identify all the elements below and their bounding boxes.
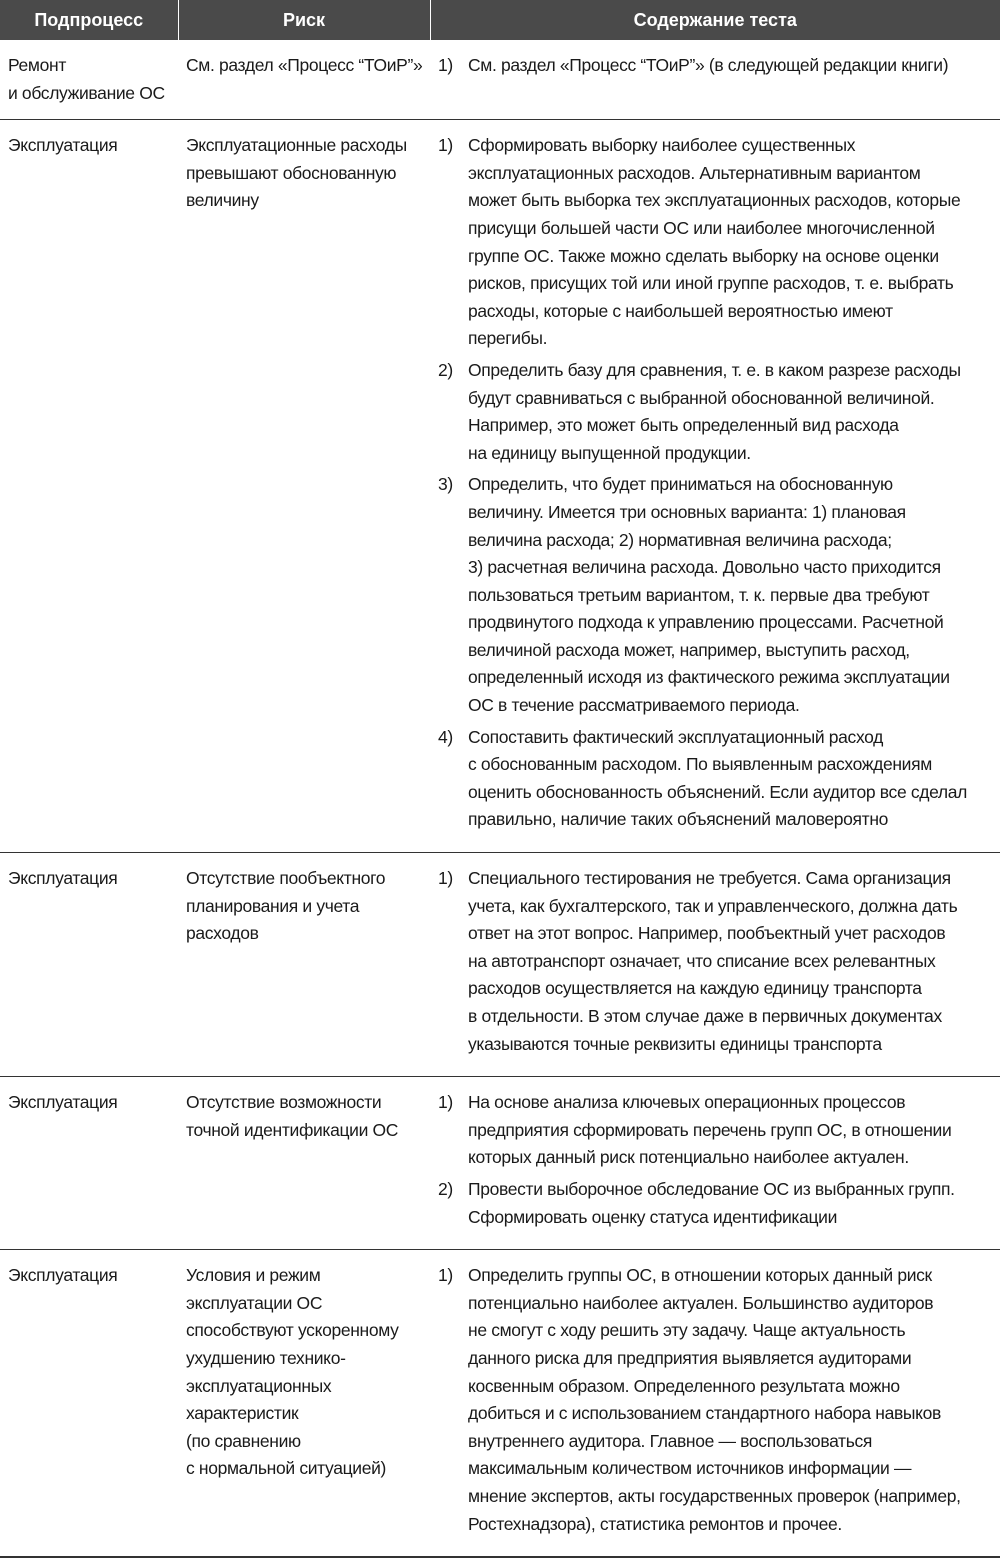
test-step [438, 132, 990, 353]
step-number: 2) [438, 359, 453, 380]
table-row [0, 1250, 1000, 1557]
test-step [438, 471, 990, 719]
step-text: Сформировать выборку наиболее существенных эксплуатационных расходов. Альтернативным вариантом может быть выборка тех эксплуатационных расходов, которые присущи большей части ОС или наиболее многочисленной группе ОС. Также можно сделать выборку на основе оценки рисков, присущих той или иной группе расходов, т. е. выбрать расходы, которые с наибольшей вероятностью имеют перегибы. [468, 135, 961, 349]
test-steps-list [438, 865, 990, 1058]
step-number: 2) [438, 1178, 453, 1199]
cell-risk: Эксплуатационные расходы превышают обоснованную величину [178, 120, 430, 853]
header-subprocess: Подпроцесс [0, 0, 178, 40]
step-text: На основе анализа ключевых операционных процессов предприятия сформировать перечень групп ОС, в отношении которых данный риск потенциально наиболее актуален. [468, 1092, 952, 1168]
test-step [438, 52, 990, 80]
test-steps-list [438, 52, 990, 80]
cell-subprocess: Ремонт и обслуживание ОС [0, 40, 178, 120]
test-steps-list [438, 1262, 990, 1538]
cell-test-content [430, 1077, 1000, 1250]
step-text: Определить базу для сравнения, т. е. в каком разрезе расходы будут сравниваться с выбранной обоснованной величиной. Например, это может быть определенный вид расхода на единицу выпущенной продукции. [468, 359, 961, 463]
cell-risk: См. раздел «Процесс “ТОиР”» [178, 40, 430, 120]
header-risk: Риск [178, 0, 430, 40]
step-number: 1) [438, 1265, 453, 1286]
cell-subprocess: Эксплуатация [0, 1077, 178, 1250]
test-steps-list [438, 132, 990, 834]
step-number: 4) [438, 726, 453, 747]
test-step [438, 724, 990, 834]
test-step [438, 865, 990, 1058]
cell-test-content [430, 40, 1000, 120]
cell-subprocess: Эксплуатация [0, 1250, 178, 1557]
test-steps-list [438, 1089, 990, 1231]
cell-risk: Условия и режим эксплуатации ОС способствуют ускоренному ухудшению технико- эксплуатационных характеристик (по сравнению с нормальной ситуацией) [178, 1250, 430, 1557]
table-row [0, 853, 1000, 1077]
test-step [438, 1176, 990, 1231]
table-row [0, 40, 1000, 120]
step-text: Специального тестирования не требуется. Сама организация учета, как бухгалтерского, так и управленческого, должна дать ответ на этот вопрос. Например, пообъектный учет расходов на автотранспорт означает, что списание всех релевантных расходов осуществляется на каждую единицу транспорта в отдельности. В этом случае даже в первичных документах указываются точные реквизиты единицы транспорта [468, 868, 958, 1054]
test-step [438, 357, 990, 467]
cell-risk: Отсутствие пообъектного планирования и учета расходов [178, 853, 430, 1077]
step-number: 1) [438, 868, 453, 889]
cell-subprocess: Эксплуатация [0, 853, 178, 1077]
table-header-row [0, 0, 1000, 40]
step-number: 1) [438, 1092, 453, 1113]
test-step [438, 1089, 990, 1172]
step-number: 1) [438, 135, 453, 156]
cell-test-content [430, 853, 1000, 1077]
step-number: 3) [438, 474, 453, 495]
table-row [0, 120, 1000, 853]
test-step [438, 1262, 990, 1538]
cell-risk: Отсутствие возможности точной идентификации ОС [178, 1077, 430, 1250]
step-text: См. раздел «Процесс “ТОиР”» (в следующей редакции книги) [468, 55, 949, 75]
cell-test-content [430, 120, 1000, 853]
cell-subprocess: Эксплуатация [0, 120, 178, 853]
step-text: Определить группы ОС, в отношении которых данный риск потенциально наиболее актуален. Большинство аудиторов не смогут с ходу решить эту задачу. Чаще актуальность данного риска для предприятия выявляется аудиторами косвенным образом. Определенного результата можно добиться и с использованием стандартного набора навыков внутреннего аудитора. Главное — воспользоваться максимальным количеством источников информации — мнение экспертов, акты государственных проверок (например, Ростехнадзора), статистика ремонтов и прочее. [468, 1265, 961, 1534]
cell-test-content [430, 1250, 1000, 1557]
step-number: 1) [438, 55, 453, 75]
header-test-content: Содержание теста [430, 0, 1000, 40]
step-text: Провести выборочное обследование ОС из выбранных групп. Сформировать оценку статуса идентификации [468, 1178, 955, 1227]
step-text: Сопоставить фактический эксплуатационный расход с обоснованным расходом. По выявленным расхождениям оценить обоснованность объяснений. Если аудитор все сделал правильно, наличие таких объяснений маловероятно [468, 726, 968, 830]
step-text: Определить, что будет приниматься на обоснованную величину. Имеется три основных варианта: 1) плановая величина расхода; 2) нормативная величина расхода; 3) расчетная величина расхода. Довольно часто приходится пользоваться третьим вариантом, т. к. первые два требуют продвинутого подхода к управлению процессами. Расчетной величиной расхода может, например, выступить расход, определенный исходя из фактического режима эксплуатации ОС в течение рассматриваемого периода. [468, 474, 950, 716]
table-row [0, 1077, 1000, 1250]
